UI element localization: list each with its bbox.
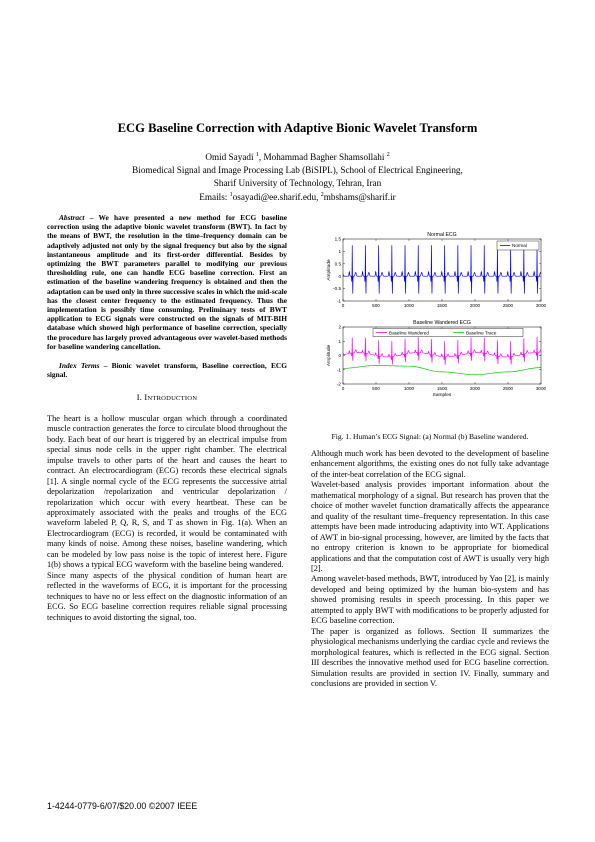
y-tick-label: 0 — [338, 273, 341, 279]
right-column — [311, 449, 549, 689]
index-terms: Index Terms – Bionic wavelet transform, Baseline correction, ECG signal. — [47, 361, 288, 380]
series-line-1-1 — [343, 365, 541, 374]
x-tick-label: 2500 — [502, 386, 514, 391]
x-tick-label: 2500 — [502, 303, 514, 308]
ecg-figure-plots — [311, 229, 549, 429]
right-paragraph-3: Among wavelet-based methods, BWT, introduced by Yao [2], is mainly developed and being optimized by the human bio-system and has showed promising results in speech processing. In this paper we attempted to apply BWT with modifications to be properly adjusted for ECG baseline correction. — [311, 574, 549, 626]
x-tick-label: 3000 — [535, 386, 547, 391]
y-tick-label: 1 — [338, 338, 341, 344]
figure-1 — [311, 229, 549, 444]
affiliation-university: Sharif University of Technology, Tehran, Iran — [213, 177, 382, 188]
x-tick-label: 2000 — [469, 386, 481, 391]
legend-label: Normal — [512, 243, 527, 249]
x-tick-label: 2000 — [469, 303, 481, 308]
intro-paragraph-1: The heart is a hollow muscular organ which through a coordinated muscle contraction generates the force to circulate blood throughout the body. Each beat of our heart is triggered by an electrical impulse from special sinus node cells in the upper right chamber. The electrical impulse travels to other parts of the heart and causes the heart to contract. An electrocardiogram (ECG) records these electrical signals [1]. A single normal cycle of the ECG represents the successive atrial depolarization /repolarization and ventricular depolarization / repolarization which occur with every heartbeat. These can be approximately associated with the peaks and troughs of the ECG waveform labeled P, Q, R, S, and T as shown in Fig. 1(a). When an Electrocardiogram (ECG) is recorded, it would be contaminated with many kinds of noise. Among these noises, baseline wandering, which can be modeled by low pass noise is the topic of interest here. Figure 1(b) shows a typical ECG waveform with the baseline being wandered. — [47, 413, 287, 570]
y-tick-label: 0.5 — [334, 261, 341, 267]
copyright-footer: 1-4244-0779-6/07/$20.00 ©2007 IEEE — [47, 801, 198, 811]
x-tick-label: 0 — [341, 386, 345, 391]
x-tick-label: 0 — [341, 303, 345, 308]
x-tick-label: 500 — [372, 386, 380, 391]
x-tick-label: 1000 — [403, 303, 415, 308]
section-heading-introduction: I. INTRODUCTION — [136, 393, 198, 403]
legend-label: Baseline Trace — [466, 330, 497, 336]
x-tick-label: 3000 — [535, 303, 547, 308]
x-tick-label: 1500 — [436, 303, 448, 308]
legend-label: Baseline Wandered — [389, 330, 429, 336]
x-tick-label: 500 — [372, 303, 380, 308]
author-block — [0, 149, 595, 204]
figure-caption: Fig. 1. Human’s ECG Signal: (a) Normal (b) Baseline wandered. — [331, 432, 529, 441]
y-tick-label: -0.5 — [333, 286, 341, 292]
x-tick-label: 1500 — [436, 386, 448, 391]
y-tick-label: -2 — [336, 381, 341, 387]
right-paragraph-4: The paper is organized as follows. Section II summarizes the physiological mechanisms underlying the cardiac cycle and reviews the morphological features, which is reflected in the ECG signal. Section III describes the innovative method used for ECG baseline correction. Simulation results are provided in section IV. Finally, summary and conclusions are provided in section V. — [311, 626, 549, 688]
x-axis-label: Samples — [432, 393, 452, 398]
chart-title: Normal ECG — [427, 232, 457, 238]
right-paragraph-2: Wavelet-based analysis provides important information about the mathematical morphology of a signal. But research has proven that the choice of mother wavelet function dramatically affects the appearance and quality of the resultant time–frequency representation. In this case attempts have been made introducing adaptivity into WT. Applications of AWT in bio-signal processing, however, are limited by the facts that no entropy criterion is known to be appropriate for biomedical applications and that the computation cost of AWT is usually very high [2]. — [311, 480, 549, 573]
y-tick-label: 0 — [338, 353, 341, 359]
right-paragraph-1: Although much work has been devoted to the development of baseline enhancement algorithms, the existing ones do not fully take advantage of the inter-beat correlation of the ECG signal. — [311, 449, 549, 479]
series-line-0-0 — [343, 245, 541, 293]
x-tick-label: 1000 — [403, 386, 415, 391]
paper-title: ECG Baseline Correction with Adaptive Bionic Wavelet Transform — [117, 121, 478, 135]
intro-paragraph-2: Since many aspects of the physical condition of human heart are reflected in the waveforms of ECG, it is important for the processing techniques to have no or less effect on the diagnostic information of an ECG. So ECG baseline correction requires reliable signal processing techniques to avoid distorting the signal, too. — [47, 570, 287, 622]
author-emails: Emails: $^1$osayadi@ee.sharif.edu, $^2$mbshams@sharif.ir — [199, 192, 396, 203]
chart-title: Baseline Wandered ECG — [413, 320, 471, 326]
left-column — [47, 213, 287, 623]
y-tick-label: -1 — [336, 298, 341, 304]
y-tick-label: -1 — [336, 367, 341, 373]
y-tick-label: 2 — [338, 324, 341, 330]
author-names: Omid Sayadi $^1$, Mohammad Bagher Shamsollahi $^2$ — [205, 152, 390, 163]
series-line-1-0 — [343, 337, 541, 365]
y-tick-label: 1 — [338, 249, 341, 254]
y-axis-label: Amplitude — [327, 259, 332, 281]
y-tick-label: 1.5 — [334, 236, 341, 242]
abstract: Abstract – We have presented a new method for ECG baseline correction using the adaptive bionic wavelet transform (BWT). In fact by the means of BWT, the resolution in the time–frequency domain can be adaptively adjusted not only by the signal frequency but also by the signal instantaneous amplitude and its first-order differential. Besides by optimizing the BWT parameters parallel to modifying our previous thresholding rule, one can handle ECG baseline correction. First an estimation of the baseline wandering frequency is obtained and then the adaptation can be used only in three successive scales in which the mid-scale has the closest center frequency to the estimated frequency. Thus the implementation is possibly time consuming. Preliminary tests of BWT application to ECG signals were constructed on the signals of MIT-BIH database which showed high performance of baseline correction, specially the procedure has largely proved advantageous over wavelet-based methods for baseline wandering cancellation. — [47, 213, 287, 351]
affiliation-lab: Biomedical Signal and Image Processing Lab (BiSIPL), School of Electrical Engineering, — [132, 164, 463, 175]
y-axis-label: Amplitude — [327, 344, 332, 367]
